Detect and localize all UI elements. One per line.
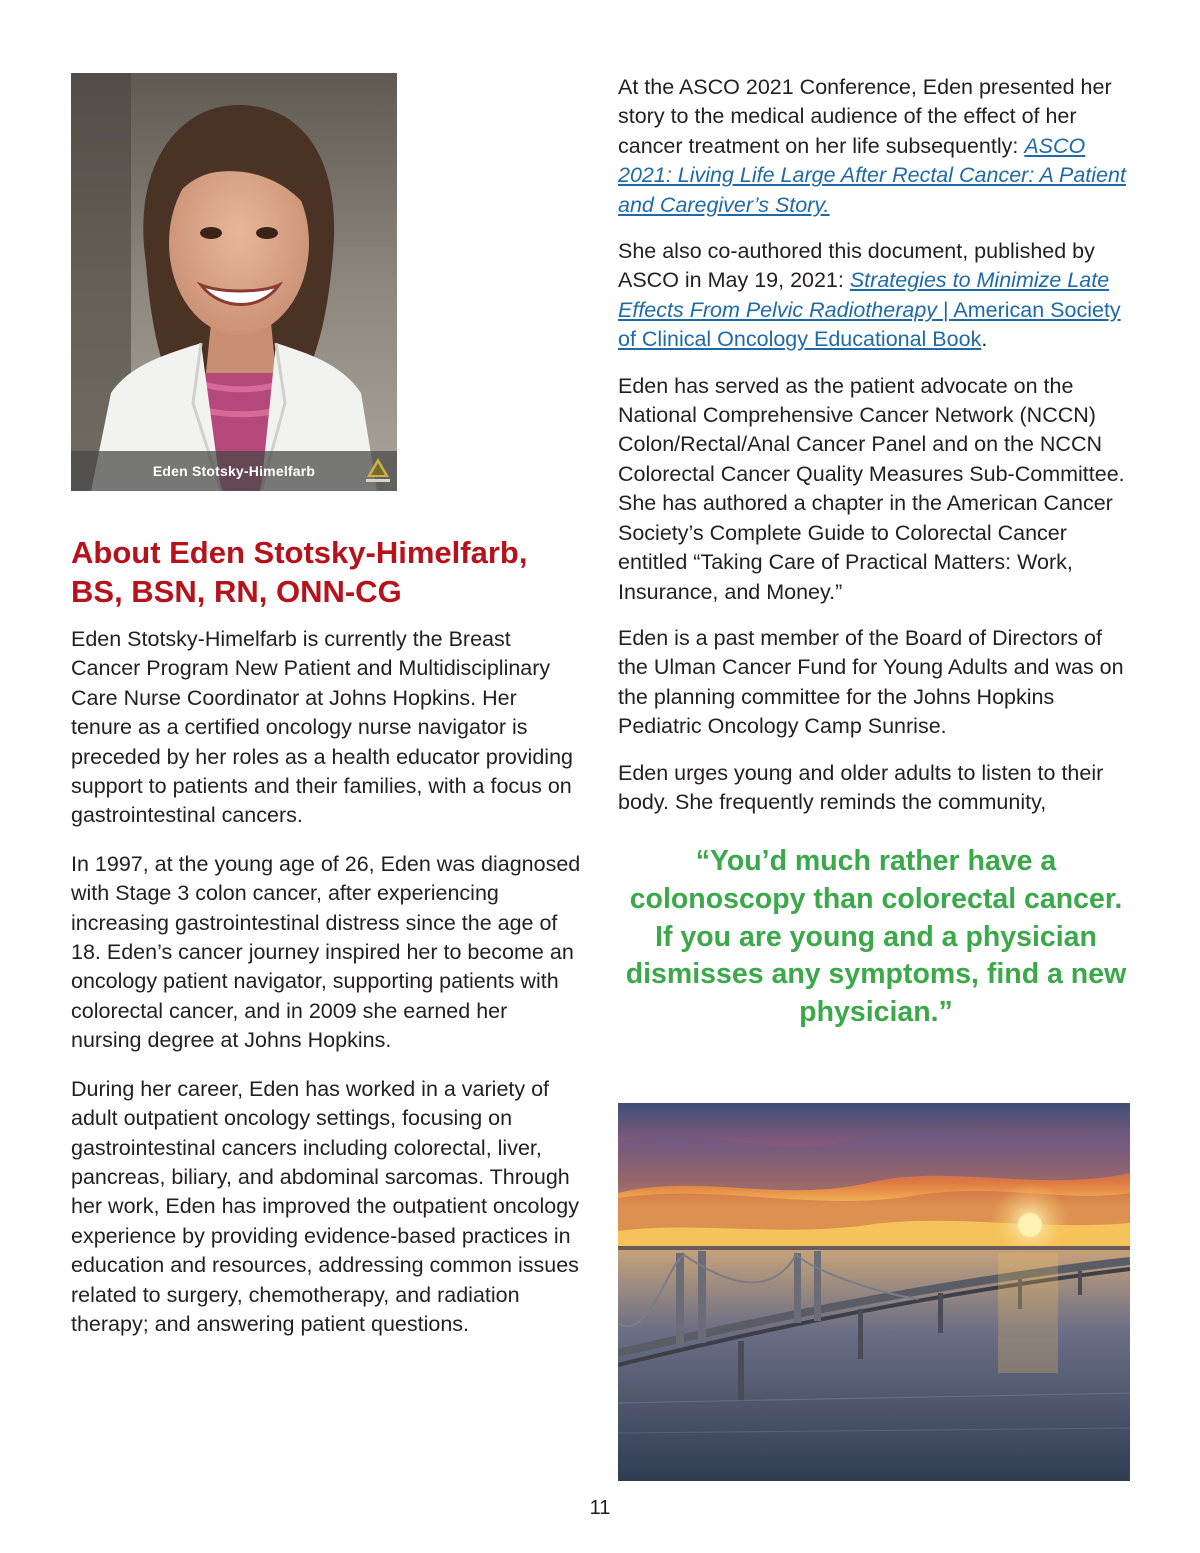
urges-paragraph: Eden urges young and older adults to listen to their body. She frequently reminds the community, xyxy=(618,760,1104,814)
bio-paragraph-1: Eden Stotsky-Himelfarb is currently the Breast Cancer Program New Patient and Multidisciplinary Care Nurse Coordinator at Johns Hopkins. Her tenure as a certified oncology nurse navigator is preceded by her roles as a health educator providing support to patients and their families, with a focus on gastrointestinal cancers. xyxy=(71,627,573,828)
right-column xyxy=(618,73,1134,1031)
bio-paragraph-2: In 1997, at the young age of 26, Eden was diagnosed with Stage 3 colon cancer, after experiencing increasing gastrointestinal distress since the age of 18. Eden’s cancer journey inspired her to become an oncology patient navigator, supporting patients with colorectal cancer, and in 2009 she earned her nursing degree at Johns Hopkins. xyxy=(71,851,581,1053)
left-column xyxy=(71,73,581,1339)
bridge-illustration xyxy=(618,1103,1130,1481)
about-heading xyxy=(71,533,581,611)
pull-quote: “You’d much rather have a colonoscopy than colorectal cancer. If you are young and a physician dismisses any symptoms, find a new physician.” xyxy=(625,845,1127,1028)
right-paragraphs xyxy=(618,73,1134,817)
page-number: 11 xyxy=(589,1497,611,1519)
educational-book-link-plain: | American Society of Clinical Oncology Educational Book xyxy=(618,297,1121,352)
photo-caption-bar xyxy=(71,451,397,491)
portrait-illustration xyxy=(71,73,397,491)
asco-paragraph xyxy=(618,73,1134,220)
nccn-paragraph: Eden has served as the patient advocate on the National Comprehensive Cancer Network (NCCN) Colon/Rectal/Anal Cancer Panel and on the NCCN Colorectal Cancer Quality Measures Sub-Committee. She has authored a chapter in the American Cancer Society’s Complete Guide to Colorectal Cancer entitled “Taking Care of Practical Matters: Work, Insurance, and Money.” xyxy=(618,373,1125,604)
photo-caption: Eden Stotsky-Himelfarb xyxy=(152,463,316,479)
coauthor-paragraph-text: She also co-authored this document, published by ASCO in May 19, 2021: xyxy=(618,239,1095,293)
coauthor-paragraph-end: . xyxy=(981,327,988,352)
bridge-sunset-photo xyxy=(618,1103,1130,1481)
left-paragraphs xyxy=(71,625,581,1339)
about-heading-line2: BS, BSN, RN, ONN-CG xyxy=(71,574,402,609)
hopkins-logo-icon xyxy=(363,455,393,487)
portrait-photo xyxy=(71,73,397,491)
educational-book-link-italic: Strategies to Minimize Late Effects From Pelvic Radiotherapy xyxy=(618,268,1110,322)
bio-paragraph-3: During her career, Eden has worked in a variety of adult outpatient oncology settings, focusing on gastrointestinal cancers including colorectal, liver, pancreas, biliary, and abdominal sarcomas. Through her work, Eden has improved the outpatient oncology experience by providing evidence-based practices in education and resources, addressing common issues related to surgery, chemotherapy, and radiation therapy; and answering patient questions. xyxy=(71,1076,579,1336)
about-heading-line1: About Eden Stotsky-Himelfarb, xyxy=(71,535,528,570)
ulman-paragraph: Eden is a past member of the Board of Directors of the Ulman Cancer Fund for Young Adults and was on the planning committee for the Johns Hopkins Pediatric Oncology Camp Sunrise. xyxy=(618,625,1124,739)
asco-talk-link[interactable]: ASCO 2021: Living Life Large After Rectal Cancer: A Patient and Caregiver’s Story. xyxy=(618,133,1126,217)
asco-paragraph-text: At the ASCO 2021 Conference, Eden presented her story to the medical audience of the effect of her cancer treatment on her life subsequently: xyxy=(618,75,1112,158)
coauthor-paragraph xyxy=(618,237,1134,355)
